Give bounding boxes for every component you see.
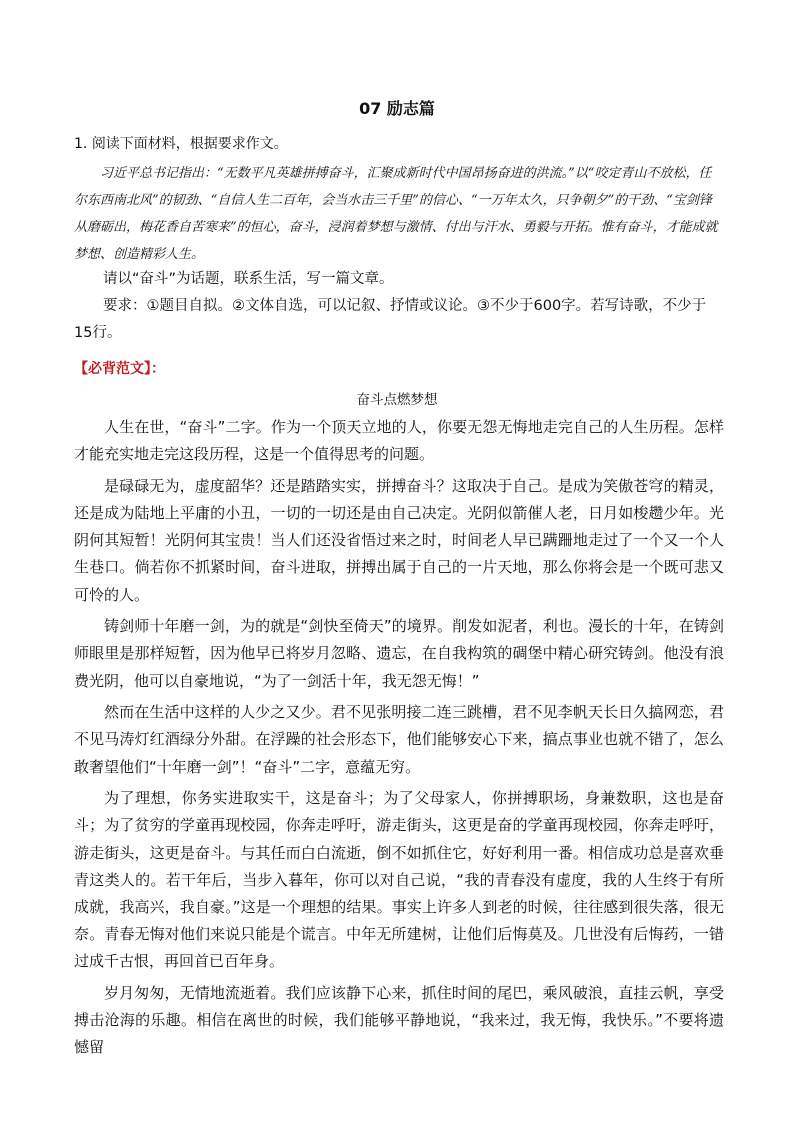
material-text: 习近平总书记指出：“无数平凡英雄拼搏奋斗，汇聚成新时代中国昂扬奋进的洪流。”以“咬定青山不放松，任尔东西南北风”的韧劲、“自信人生二百年，会当水击三千里”的信心、“一万年太久，只争朝夕”的干劲、“宝剑锋从磨砺出，梅花香自苦寒来”的恒心，奋斗，浸润着梦想与激情、付出与汗水、勇毅与开拓。惟有奋斗，才能成就梦想、创造精彩人生。 xyxy=(74,166,718,262)
requirement-text: 要求：①题目自拟。②文体自选，可以记叙、抒情或议论。③不少于600字。若写诗歌，不少于15行。 xyxy=(74,298,707,341)
page-title: 07 励志篇 xyxy=(359,99,435,118)
essay-paragraph: 铸剑师十年磨一剑，为的就是“剑快至倚天”的境界。削发如泥者，利也。漫长的十年，在铸剑师眼里是那样短暂，因为他早已将岁月忽略、遗忘，在自我构筑的碉堡中精心研究铸剑。他没有浪费光阴，他可以自豪地说，“为了一剑活十年，我无怨无悔！” xyxy=(74,617,724,690)
essay-body xyxy=(74,414,724,1066)
question-number: 1. xyxy=(74,136,88,152)
question-line xyxy=(74,134,288,154)
essay-paragraph: 是碌碌无为，虚度韶华？还是踏踏实实，拼搏奋斗？这取决于自己。是成为笑傲苍穹的精灵，还是成为陆地上平庸的小丑，一切的一切还是由自己决定。光阴似箭催人老，日月如梭趱少年。光阴何其短暂！光阴何其宝贵！当人们还没省悟过来之时，时间老人早已蹒跚地走过了一个又一个人生巷口。倘若你不抓紧时间，奋斗进取，拼搏出属于自己的一片天地，那么你将会是一个既可悲又可怜的人。 xyxy=(74,476,724,604)
essay-paragraph: 然而在生活中这样的人少之又少。君不见张明接二连三跳槽，君不见李帆天长日久搞网恋，君不见马涛灯红酒绿分外甜。在浮躁的社会形态下，他们能够安心下来，搞点事业也就不错了，怎么敢奢望他们“十年磨一剑”！“奋斗”二字，意蕴无穷。 xyxy=(74,703,724,776)
essay-paragraph: 为了理想，你务实进取实干，这是奋斗；为了父母家人，你拼搏职场，身兼数职，这也是奋斗；为了贫穷的学童再现校园，你奔走呼吁，游走街头，这更是奋的学童再现校园，你奔走呼吁，游走街头，这更是奋斗。与其任而白白流逝，倒不如抓住它，好好利用一番。相信成功总是喜欢垂青这类人的。若干年后，当步入暮年，你可以对自己说，“我的青春没有虚度，我的人生终于有所成就，我高兴，我自豪。”这是一个理想的结果。事实上许多人到老的时候，往往感到很失落，很无奈。青春无悔对他们来说只能是个谎言。中年无所建树，让他们后悔莫及。几世没有后悔药，一错过成千古恨，再回首已百年身。 xyxy=(74,789,724,971)
quote-material xyxy=(74,160,724,268)
essay-paragraph: 岁月匆匆，无情地流逝着。我们应该静下心来，抓住时间的尾巴，乘风破浪，直挂云帆，享受搏击沧海的乐趣。相信在离世的时候，我们能够平静地说，“我来过，我无悔，我快乐。”不要将遗憾留 xyxy=(74,984,724,1057)
sample-essay-tag: 【必背范文】： xyxy=(74,361,165,377)
essay-paragraph: 人生在世，“奋斗”二字。作为一个顶天立地的人，你要无怨无悔地走完自己的人生历程。怎样才能充实地走完这段历程，这是一个值得思考的问题。 xyxy=(74,418,724,464)
essay-title: 奋斗点燃梦想 xyxy=(356,392,438,408)
instruction-text: 请以“奋斗”为话题，联系生活，写一篇文章。 xyxy=(103,271,394,287)
requirements-block xyxy=(74,266,724,347)
question-text: 阅读下面材料，根据要求作文。 xyxy=(91,136,288,152)
